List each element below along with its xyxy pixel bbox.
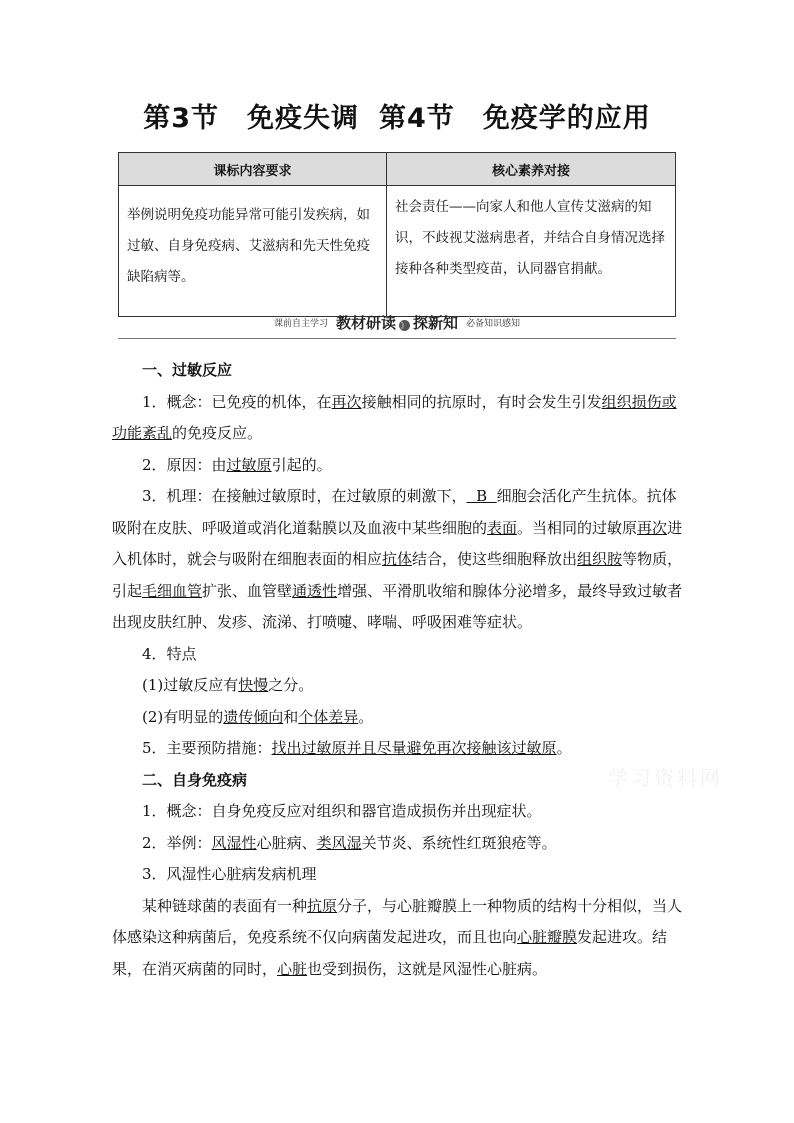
text: 之分。 (268, 676, 314, 694)
paragraph-mechanism (112, 481, 684, 639)
underlined-answer: 风湿性 (211, 833, 257, 852)
underlined-answer: 找出过敏原并且尽量避免再次接触该过敏原 (271, 739, 557, 757)
title-section-4: 第4节 免疫学的应用 (379, 103, 651, 134)
text: 进入机体时，就会与吸附在细胞表面的相应 (112, 518, 683, 568)
text: 也受到损伤，这就是风湿性心脏病。 (307, 959, 548, 978)
underlined-answer: 心脏瓣膜 (517, 928, 578, 946)
underlined-answer: 心脏 (277, 959, 308, 978)
table-header-standards: 课标内容要求 (119, 153, 387, 186)
underlined-answer: 快慢 (238, 676, 269, 694)
text: 接触相同的抗原时，有时会发生引发 (361, 392, 602, 411)
text: 增强、平滑肌收缩和腺体分泌增多，最终导致过敏者出现皮肤红肿、发疹、流涕、打喷嚏、哮喘、呼吸困难等症状。 (112, 581, 683, 631)
paragraph-feature-1 (112, 670, 684, 702)
text: 心脏病、 (256, 833, 317, 852)
text: 结合，使这些细胞释放出 (412, 550, 578, 568)
paragraph-features: 4．特点 (142, 644, 197, 663)
underlined-answer: 组织损伤或功能紊乱 (112, 392, 677, 442)
paragraph-autoimmune-concept: 1．概念：自身免疫反应对组织和器官造成损伤并出现症状。 (142, 802, 542, 820)
underlined-answer: 遗传倾向 (223, 707, 284, 726)
text: 2．举例： (142, 833, 212, 852)
underlined-answer: 过敏原 (226, 455, 272, 474)
text: 和 (283, 707, 299, 726)
title-section-3: 第3节 免疫失调 (143, 103, 359, 134)
banner-title-2: 探新知 (413, 314, 459, 332)
text: 。当相同的过敏原 (517, 518, 638, 537)
table-cell-literacy: 社会责任——向家人和他人宣传艾滋病的知识，不歧视艾滋病患者，并结合自身情况选择接种各种类型疫苗，认同器官捐献。 (387, 186, 676, 317)
text: (1)过敏反应有 (142, 676, 239, 694)
underlined-answer: 抗体 (382, 550, 413, 568)
text: 的免疫反应。 (172, 424, 263, 442)
underlined-answer: 类风湿 (316, 833, 362, 852)
text: 引起的。 (271, 455, 332, 474)
text: 。 (556, 739, 572, 757)
text: 细胞会活化产生抗体。抗体吸附在皮肤、呼吸道或消化道黏膜以及血液中某些细胞的 (112, 487, 677, 537)
text: 5．主要预防措施： (142, 739, 272, 757)
paragraph-examples (112, 828, 684, 860)
arrow-icon: 》 (400, 321, 409, 330)
heading-autoimmune: 二、自身免疫病 (142, 770, 248, 789)
text: (2)有明显的 (142, 707, 224, 726)
underlined-answer: 再次 (331, 392, 362, 411)
page-title (0, 96, 794, 135)
paragraph-prevention (112, 733, 684, 765)
text: 发起进攻。结果，在消灭病菌的同时， (112, 928, 668, 978)
underlined-answer: 表面 (487, 518, 518, 537)
heading-allergy: 一、过敏反应 (142, 361, 233, 379)
table-header-literacy: 核心素养对接 (387, 153, 676, 186)
text: 分子，与心脏瓣膜上一种物质的结构十分相似，当人体感染这种病菌后，免疫系统不仅向病菌发起进攻，而且也向 (112, 896, 683, 946)
underlined-answer: 毛细血管 (142, 581, 203, 600)
text: 扩张、血管壁 (202, 581, 293, 600)
underlined-answer: B (466, 487, 497, 505)
underlined-answer: 个体差异 (298, 707, 359, 726)
underlined-answer: 再次 (637, 518, 668, 537)
main-content (112, 355, 684, 985)
section-banner (118, 312, 676, 339)
underlined-answer: 组织胺 (577, 550, 623, 568)
paragraph-concept (112, 387, 684, 450)
paragraph-feature-2 (112, 702, 684, 734)
text: 2．原因：由 (142, 455, 227, 474)
underlined-answer: 通透性 (292, 581, 338, 600)
text: 某种链球菌的表面有一种 (142, 896, 308, 915)
banner-title-1: 教材研读 (335, 314, 396, 332)
text: 。 (358, 707, 374, 726)
paragraph-rheumatic-mechanism (112, 891, 684, 986)
paragraph-rheumatic-heading: 3．风湿性心脏病发病机理 (142, 865, 317, 883)
requirements-table (118, 152, 676, 317)
underlined-answer: 抗原 (307, 896, 338, 915)
watermark: 学习资料网 (608, 766, 723, 790)
text: 关节炎、系统性红斑狼疮等。 (361, 833, 557, 852)
banner-right-caption: 必备知识感知 (466, 319, 521, 329)
table-cell-standards: 举例说明免疫功能异常可能引发疾病，如过敏、自身免疫病、艾滋病和先天性免疫缺陷病等。 (119, 186, 387, 317)
paragraph-cause (112, 450, 684, 482)
banner-left-caption: 课前自主学习 (273, 319, 328, 329)
text: 1．概念：已免疫的机体，在 (142, 392, 332, 411)
text: 3．机理：在接触过敏原时，在过敏原的刺激下， (142, 487, 467, 505)
text: 等物质，引起 (112, 550, 683, 600)
